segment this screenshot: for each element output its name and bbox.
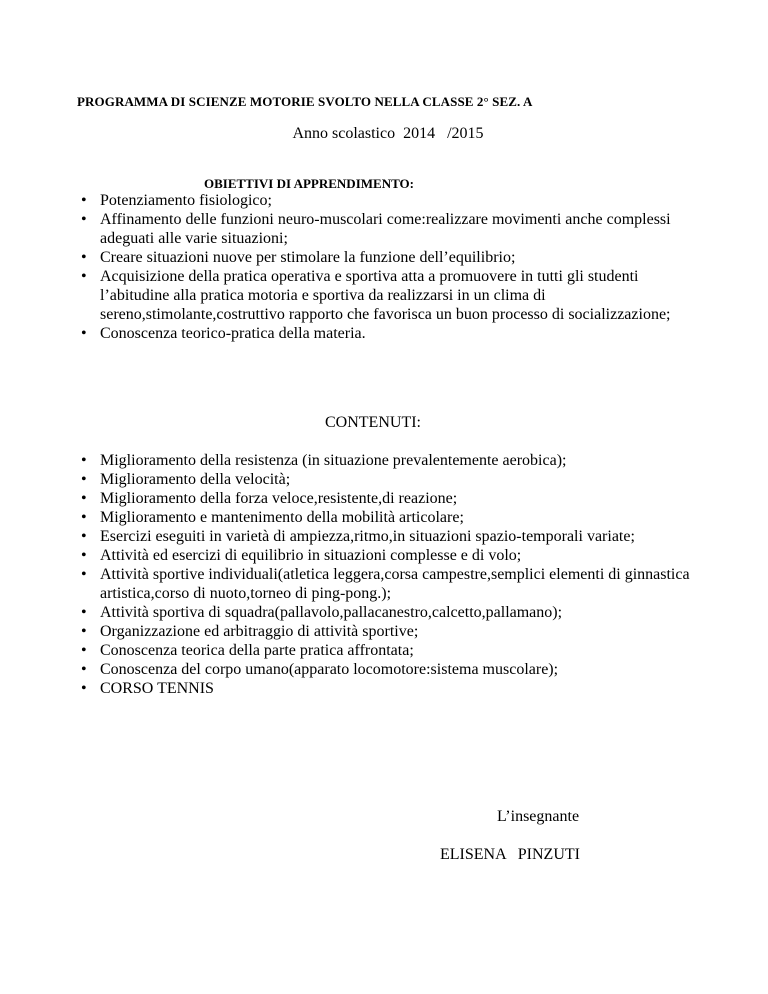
contents-heading: CONTENUTI:: [325, 414, 421, 431]
objectives-list: [77, 191, 707, 343]
list-item: • Miglioramento della forza veloce,resistente,di reazione;: [77, 489, 717, 508]
list-item: • Conoscenza teorica della parte pratica affrontata;: [77, 641, 717, 660]
list-item: • Potenziamento fisiologico;: [77, 191, 707, 210]
contents-list: [77, 451, 717, 698]
list-item: • Attività ed esercizi di equilibrio in situazioni complesse e di volo;: [77, 546, 717, 565]
list-item: • Conoscenza del corpo umano(apparato locomotore:sistema muscolare);: [77, 660, 717, 679]
list-item: • Attività sportive individuali(atletica leggera,corsa campestre,semplici elementi di ginnastica artistica,corso di nuoto,torneo di ping-pong.);: [77, 565, 717, 603]
list-item: • Miglioramento della velocità;: [77, 470, 717, 489]
list-item: • Affinamento delle funzioni neuro-muscolari come:realizzare movimenti anche complessi adeguati alle varie situazioni;: [77, 210, 707, 248]
list-item: • Organizzazione ed arbitraggio di attività sportive;: [77, 622, 717, 641]
list-item: • Miglioramento e mantenimento della mobilità articolare;: [77, 508, 717, 527]
signature-label: L’insegnante: [497, 808, 580, 825]
list-item: • Acquisizione della pratica operativa e sportiva atta a promuovere in tutti gli studenti l’abitudine alla pratica motoria e sportiva da realizzarsi in un clima di sereno,stimolante,costruttivo rapporto che favorisca un buon processo di socializzazione;: [77, 267, 707, 324]
page-title: PROGRAMMA DI SCIENZE MOTORIE SVOLTO NELLA CLASSE 2° SEZ. A: [77, 94, 533, 109]
list-item: • Creare situazioni nuove per stimolare la funzione dell’equilibrio;: [77, 248, 707, 267]
list-item: • Attività sportiva di squadra(pallavolo,pallacanestro,calcetto,pallamano);: [77, 603, 717, 622]
list-item: • Conoscenza teorico-pratica della materia.: [77, 324, 707, 343]
list-item: • Esercizi eseguiti in varietà di ampiezza,ritmo,in situazioni spazio-temporali variate;: [77, 527, 717, 546]
teacher-name: ELISENA PINZUTI: [440, 846, 580, 863]
list-item: • CORSO TENNIS: [77, 679, 717, 698]
school-year: Anno scolastico 2014 /2015: [292, 125, 484, 142]
list-item: • Miglioramento della resistenza (in situazione prevalentemente aerobica);: [77, 451, 717, 470]
objectives-heading: OBIETTIVI DI APPRENDIMENTO:: [204, 176, 414, 191]
